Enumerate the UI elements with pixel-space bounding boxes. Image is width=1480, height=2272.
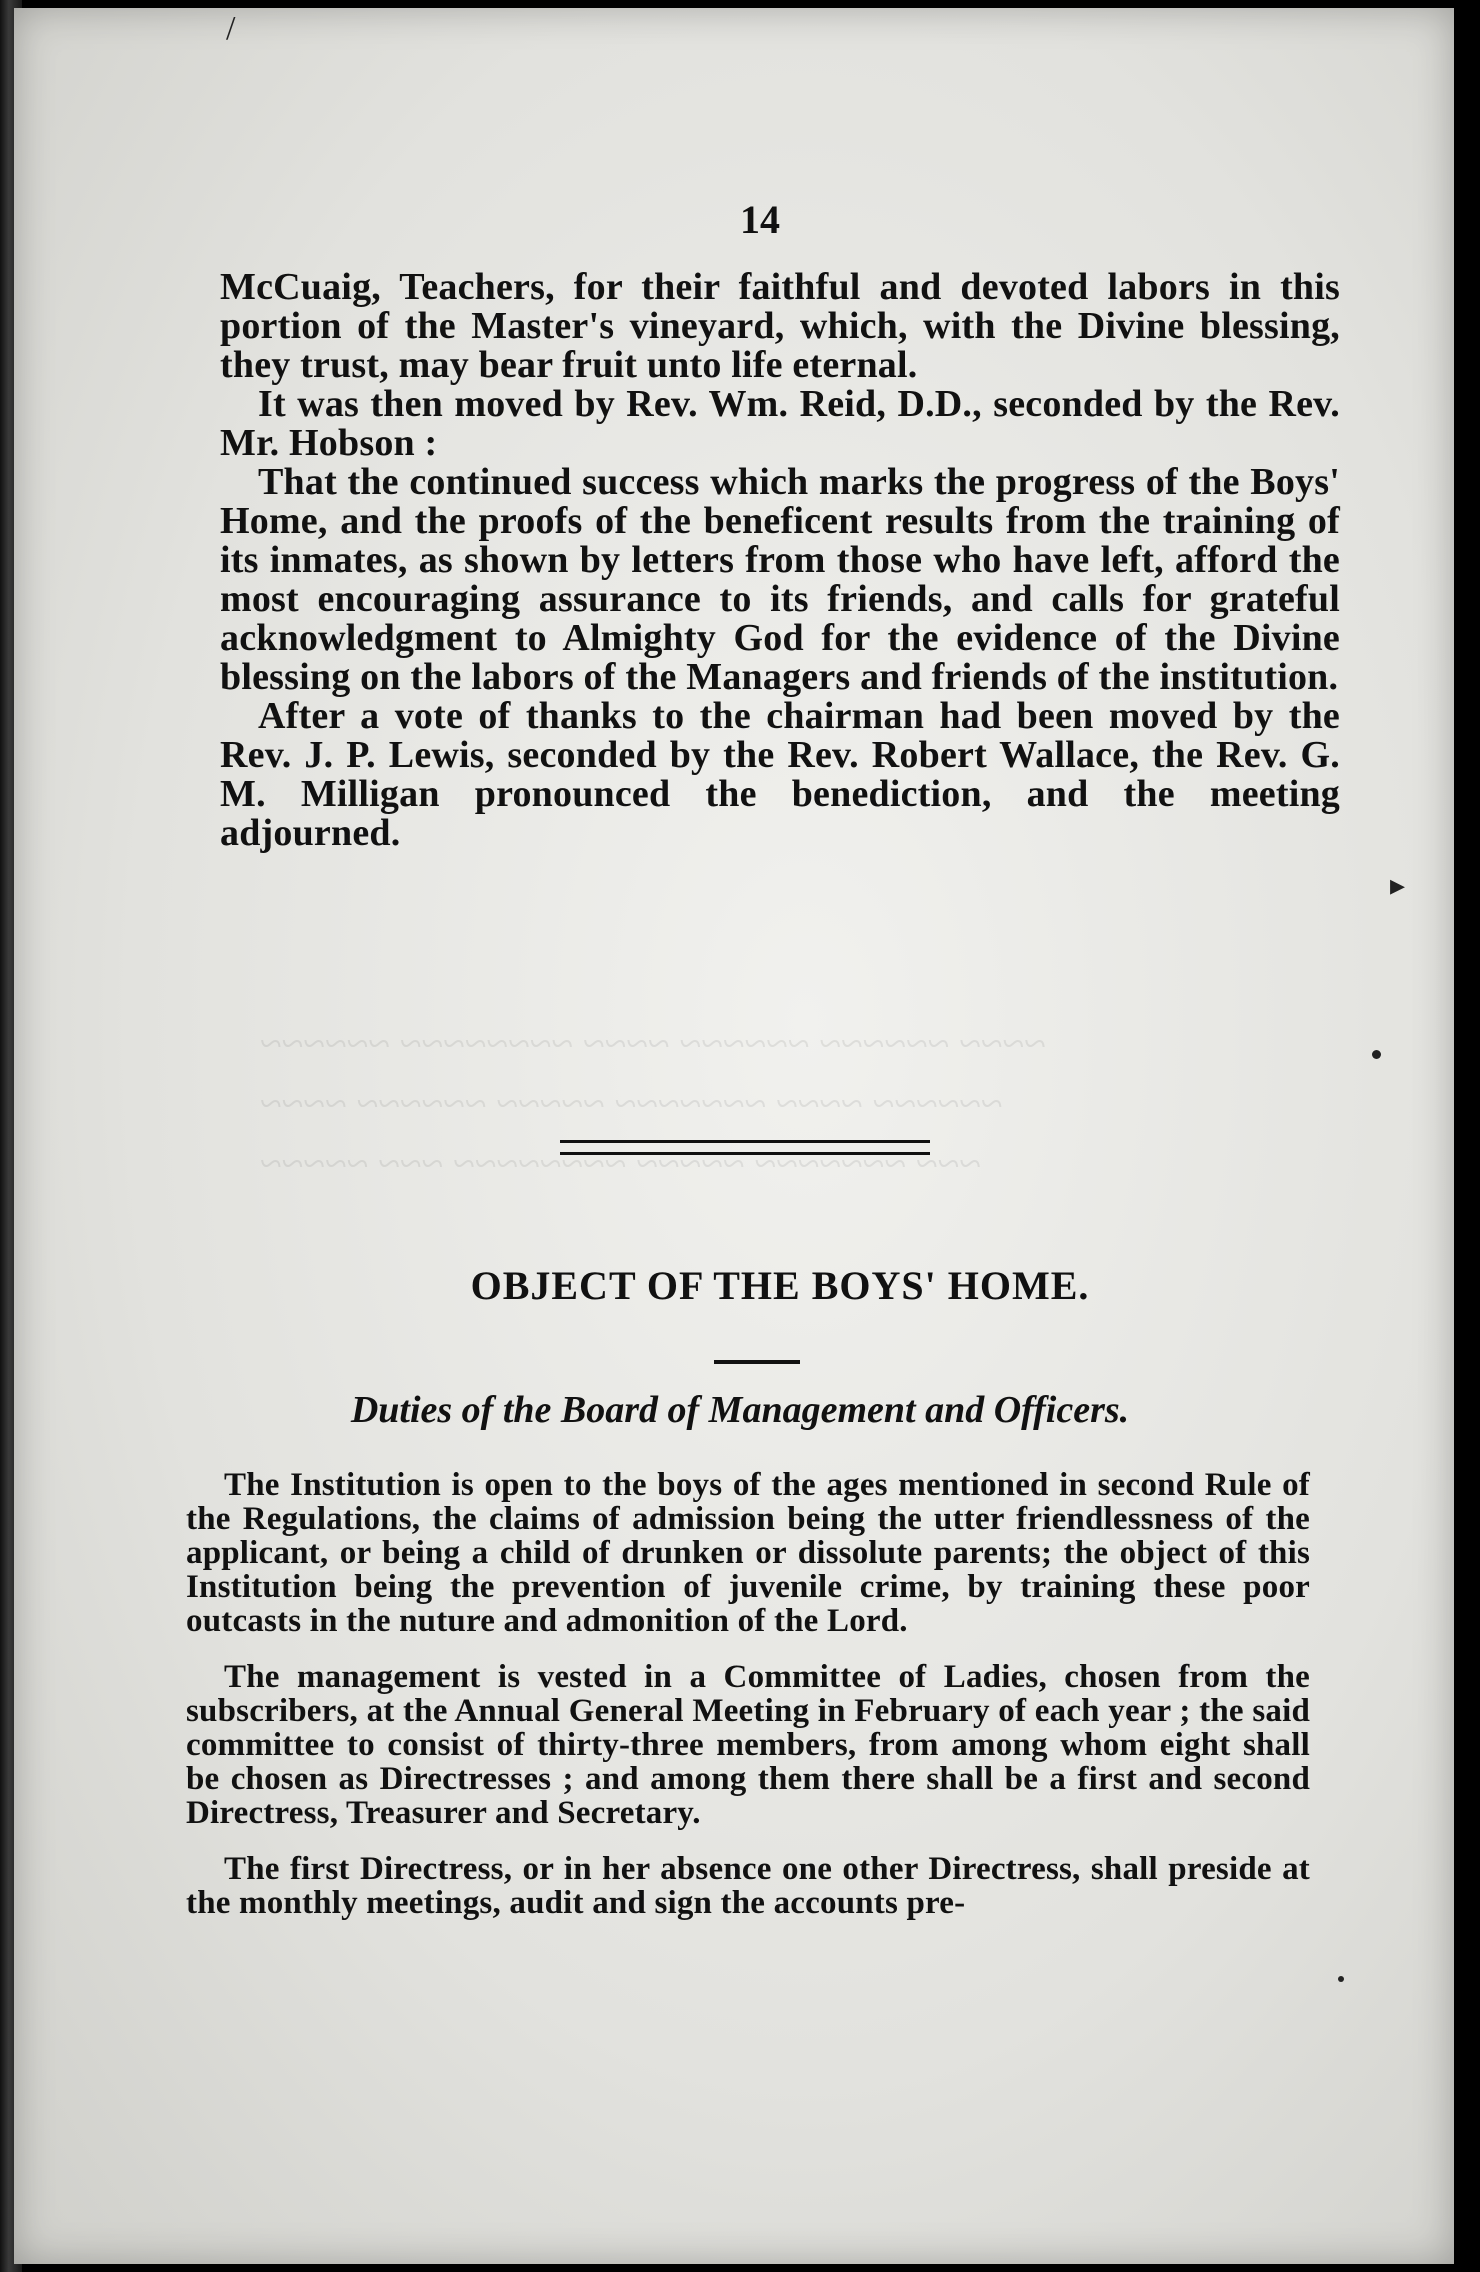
minutes-paragraph: It was then moved by Rev. Wm. Reid, D.D., seconded by the Rev. Mr. Hobson : bbox=[220, 383, 1340, 464]
stray-dot bbox=[1372, 1050, 1381, 1059]
bleed-through-texture: ~~~~ ~~~~~~ ~~~~~~ ~~~~ ~~~~~~~~ ~~~~~~ bbox=[260, 1021, 1046, 1066]
object-section-body bbox=[186, 1468, 1310, 1920]
section-divider bbox=[560, 1140, 930, 1155]
minutes-paragraph: McCuaig, Teachers, for their faithful and devoted labors in this portion of the Master's vineyard, which, with the Divine blessing, they trust, may bear fruit unto life eternal. bbox=[220, 266, 1340, 386]
object-paragraph: The first Directress, or in her absence one other Directress, shall preside at the monthly meetings, audit and sign the accounts pre- bbox=[186, 1851, 1310, 1921]
object-paragraph: The management is vested in a Committee of Ladies, chosen from the subscribers, at the Annual General Meeting in February of each year ; the said committee to consist of thirty-three members, from among whom eight shall be chosen as Directresses ; and among them there shall be a first and second Directress, Treasurer and Secretary. bbox=[186, 1659, 1310, 1831]
stray-dot bbox=[1338, 1976, 1344, 1982]
section-heading: OBJECT OF THE BOYS' HOME. bbox=[470, 1263, 1090, 1308]
stray-mark: ▸ bbox=[1390, 869, 1406, 902]
meeting-minutes bbox=[220, 268, 1340, 853]
resolution-paragraph: That the continued success which marks the progress of the Boys' Home, and the proofs of the beneficent results from the training of its inmates, as shown by letters from those who have left, afford the most encouraging assurance to its friends, and calls for grateful acknowledgment to Almighty God for the evidence of the Divine blessing on the labors of the Managers and friends of the institution. bbox=[220, 461, 1340, 698]
object-paragraph: The Institution is open to the boys of the ages mentioned in second Rule of the Regulations, the claims of admission being the utter friendlessness of the applicant, or being a child of drunken or dissolute parents; the object of this Institution being the prevention of juvenile crime, by training these poor outcasts in the nuture and admonition of the Lord. bbox=[186, 1467, 1310, 1639]
section-subheading: Duties of the Board of Management and Officers. bbox=[350, 1389, 1130, 1431]
heading-rule bbox=[714, 1360, 800, 1364]
page-number: 14 bbox=[740, 197, 780, 242]
bleed-through-texture: ~~~~~~ ~~~~ ~~~~~~~ ~~~~~ ~~~~~~ ~~~~ bbox=[260, 1081, 1003, 1126]
minutes-paragraph: After a vote of thanks to the chairman had been moved by the Rev. J. P. Lewis, seconded by the Rev. Robert Wallace, the Rev. G. M. Milligan pronounced the benediction, and the meeting adjourned. bbox=[220, 695, 1340, 854]
bleed-through-texture: ~~~ ~~~~~~~ ~~~~~ ~~~~~~~~ ~~~ ~~~~~ bbox=[260, 1141, 981, 1186]
stray-mark: / bbox=[226, 10, 236, 47]
